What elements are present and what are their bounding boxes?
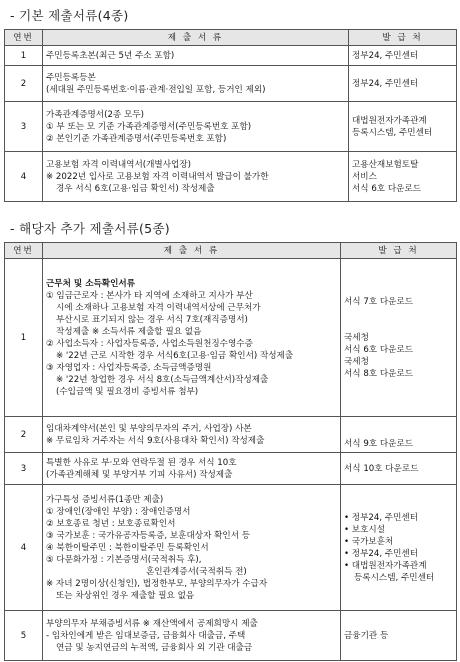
document-line: 혼인관계증서(국적취득 전): [146, 566, 247, 577]
basic-documents-table: [4, 29, 457, 202]
document-line: 작성제출 ※ 소득서류 제출할 필요 없음: [56, 326, 202, 337]
issuer-cell: [341, 611, 457, 661]
issuer-cell: [341, 453, 457, 485]
row-number: 1: [5, 259, 43, 417]
row-number: 2: [5, 66, 43, 102]
document-line: ③ 국가보훈 : 국가유공자등록증, 보훈대상자 확인서 등: [46, 530, 251, 541]
document-line: 가구특성 증빙서류(1종만 제출): [46, 494, 164, 505]
issuer-line: 국세청: [344, 356, 369, 367]
issuer-line: • 대법원전자가족관계: [344, 560, 427, 571]
header-documents: 제 출 서 류: [43, 30, 349, 46]
issuer-cell: [349, 102, 457, 152]
issuer-cell: [349, 66, 457, 102]
issuer-cell: [349, 46, 457, 66]
table-header-row: [5, 30, 457, 46]
issuer-line: • 국가보훈처: [344, 536, 394, 547]
document-cell: [43, 485, 341, 611]
document-line: 임대차계약서(본인 및 부양의무자의 주거, 사업장) 사본: [46, 423, 252, 434]
issuer-line: 서식 10호 다운로드: [344, 463, 419, 474]
table-row: [5, 611, 457, 661]
document-heading: 근무처 및 소득확인서류: [46, 278, 135, 289]
document-line: 부산시로 표기되지 않는 경우 서식 7호(재직증명서): [56, 314, 248, 325]
document-line: ② 사업소득자 : 사업자등록증, 사업소득원천징수영수증: [46, 338, 253, 349]
issuer-line: 서식 7호 다운로드: [344, 296, 414, 307]
document-cell: [43, 46, 349, 66]
issuer-cell: [341, 417, 457, 453]
issuer-line: 등록시스템, 주민센터: [352, 127, 433, 138]
document-line: 경우 서식 6호(고용·임금 확인서) 작성제출: [56, 183, 215, 194]
document-cell: [43, 259, 341, 417]
document-line: ※ '22년 창업한 경우 서식 8호(소득금액계산서)작성제출: [56, 374, 269, 385]
issuer-cell: [341, 485, 457, 611]
document-line: (가족관계해체 및 부양거부 기피 사유서) 작성제출: [46, 469, 233, 480]
document-line: ※ 자녀 2명이상(신청인), 법정한부모, 부양의무자가 수급자: [46, 578, 268, 589]
issuer-cell: [341, 259, 457, 417]
issuer-line: 대법원전자가족관계: [352, 115, 427, 126]
header-no: 연번: [5, 30, 43, 46]
document-line: 시에 소재하나 고용보험 자격 이력내역서상에 근무처가: [56, 302, 261, 313]
document-line: 고용보험 자격 이력내역서(개별사업장): [46, 159, 191, 170]
issuer-line: • 보호시설: [344, 524, 386, 535]
issuer-line: 고용산재보험토탈: [352, 159, 419, 170]
document-line: ④ 북한이탈주민 : 북한이탈주민 등록확인서: [46, 542, 209, 553]
document-line: ※ 무료임차 거주자는 서식 9호(사용대차 확인서) 작성제출: [46, 435, 265, 446]
document-line: 특별한 사유로 부·모와 연락두절 된 경우 서식 10호: [46, 457, 237, 468]
section-title-basic: - 기본 제출서류(4종): [10, 8, 129, 23]
document-cell: [43, 453, 341, 485]
row-number: 4: [5, 152, 43, 202]
table-header-row: [5, 243, 457, 259]
document-line: ※ 2022년 입사로 고용보험 자격 이력내역서 발급이 불가한: [46, 171, 269, 182]
table-row: [5, 102, 457, 152]
row-number: 1: [5, 46, 43, 66]
document-line: ⑤ 다문화가정 : 기본증명서(국적취득 후),: [46, 554, 202, 565]
additional-documents-table: [4, 242, 457, 661]
document-line: 주민등록초본(최근 5년 주소 포함): [46, 50, 175, 61]
document-line: ① 부 또는 모 기준 가족관계증명서(주민등록번호 포함): [46, 121, 252, 132]
document-line: ② 본인기준 가족관계증명서(주민등록번호 포함): [46, 133, 227, 144]
issuer-line: • 정부24, 주민센터: [344, 512, 419, 523]
document-line: (수입금액 및 필요경비 증빙서류 첨부): [56, 386, 199, 397]
section-title-additional: - 해당자 추가 제출서류(5종): [10, 221, 170, 236]
document-line: ※ '22년 근로 시작한 경우 서식6호(고용·임금 확인서) 작성제출: [56, 350, 294, 361]
issuer-line: 서식 6호 다운로드: [344, 344, 414, 355]
header-documents: 제 출 서 류: [43, 243, 341, 259]
issuer-line: 서비스: [352, 171, 377, 182]
document-cell: [43, 152, 349, 202]
document-line: 가족관계증명서(2종 모두): [46, 109, 144, 120]
issuer-line: 정부24, 주민센터: [352, 78, 419, 89]
header-no: 연번: [5, 243, 43, 259]
issuer-line: 서식 6호 다운로드: [352, 183, 422, 194]
table-row: [5, 259, 457, 417]
issuer-line: 금융기관 등: [344, 630, 389, 641]
document-line: ① 장애인(장애인 부양) : 장애인증명서: [46, 506, 191, 517]
document-cell: [43, 611, 341, 661]
table-row: [5, 46, 457, 66]
header-issuer: 발 급 처: [349, 30, 457, 46]
issuer-line: 서식 9호 다운로드: [344, 439, 414, 449]
document-line: 연금 및 농지연금의 누적액, 금융회사 외 기관 대출금: [56, 642, 253, 653]
document-line: - 임차인에게 받은 임대보증금, 금융회사 대출금, 주택: [46, 630, 246, 641]
document-line: 부양의무자 부채증빙서류 ※ 재산액에서 공제희망시 제출: [46, 618, 258, 629]
table-row: [5, 485, 457, 611]
issuer-line: 서식 8호 다운로드: [344, 368, 414, 379]
issuer-cell: [349, 152, 457, 202]
row-number: 4: [5, 485, 43, 611]
issuer-line: 국세청: [344, 332, 369, 343]
issuer-line: 등록시스템, 주민센터: [354, 572, 435, 583]
document-line: 주민등록등본: [46, 72, 96, 83]
issuer-line: • 정부24, 주민센터: [344, 548, 419, 559]
issuer-line: 정부24, 주민센터: [352, 50, 419, 61]
document-line: 또는 차상위인 경우 제출할 필요 없음: [56, 590, 195, 601]
table-row: [5, 66, 457, 102]
table-row: [5, 152, 457, 202]
header-issuer: 발 급 처: [341, 243, 457, 259]
row-number: 3: [5, 453, 43, 485]
row-number: 3: [5, 102, 43, 152]
document-line: ① 임금근로자 : 본사가 타 지역에 소재하고 지사가 부산: [46, 290, 253, 301]
document-cell: [43, 417, 341, 453]
document-line: ② 보호종료 청년 : 보호종료확인서: [46, 518, 176, 529]
table-row: [5, 417, 457, 453]
document-cell: [43, 102, 349, 152]
row-number: 2: [5, 417, 43, 453]
document-cell: [43, 66, 349, 102]
table-row: [5, 453, 457, 485]
document-line: ③ 자영업자 : 사업자등록증, 소득금액증명원: [46, 362, 212, 373]
document-line: (세대원 주민등록번호·이름·관계·전입일 포함, 등거인 제외): [46, 84, 266, 95]
row-number: 5: [5, 611, 43, 661]
